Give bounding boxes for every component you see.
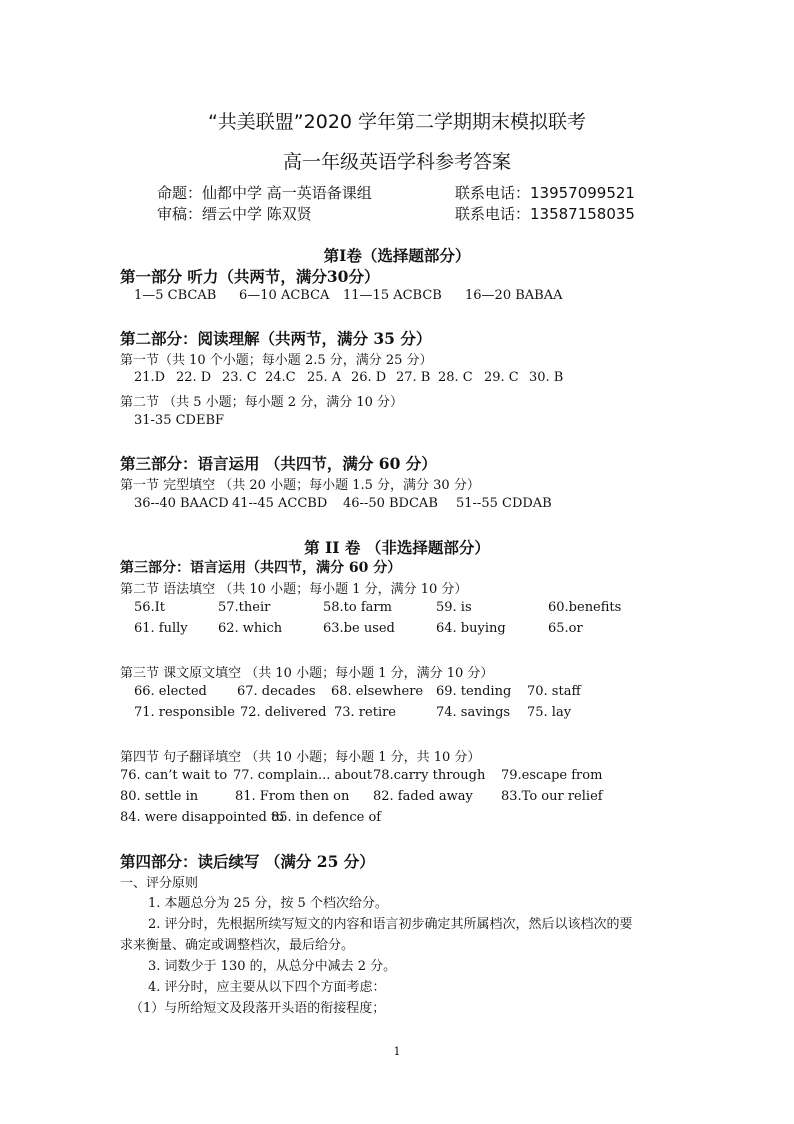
volume2-part3-heading: 第三部分：语言运用（共四节，满分 60 分） [120,560,402,576]
answer-item: 76. can’t wait to [120,768,228,783]
answer-item: 65.or [548,621,583,636]
answer-item: 57.their [218,600,271,615]
answer-item: 29. C [484,370,519,385]
answer-group: 6—10 ACBCA [239,288,330,303]
answer-item: 66. elected [134,684,207,699]
part2-sec2-desc: 第二节 （共 5 小题；每小题 2 分，满分 10 分） [120,395,404,410]
answer-group: 36--40 BAACD [134,496,229,511]
answer-item: 56.It [134,600,166,615]
principle-3: 3. 词数少于 130 的，从总分中减去 2 分。 [148,959,397,974]
answer-item: 73. retire [334,705,397,720]
answer-item: 24.C [265,370,296,385]
principle-1: 1. 本题总分为 25 分，按 5 个档次给分。 [148,896,388,911]
proposer-label: 命题：仙都中学 高一英语备课组 [157,184,372,202]
answer-item: 28. C [438,370,473,385]
answer-item: 78.carry through [373,768,486,783]
reviewer-phone: 联系电话：13587158035 [455,205,635,223]
answer-item: 64. buying [436,621,506,636]
answer-item: 74. savings [436,705,511,720]
principle-2a: 2. 评分时，先根据所续写短文的内容和语言初步确定其所属档次，然后以该档次的要 [148,917,633,932]
answer-item: 77. complain... about [233,768,373,783]
answer-item: 79.escape from [501,768,603,783]
answer-item: 81. From then on [235,789,350,804]
page-number: 1 [393,1045,401,1058]
principle-4: 4. 评分时，应主要从以下四个方面考虑： [148,980,386,995]
answer-item: 83.To our relief [501,789,603,804]
answer-item: 72. delivered [240,705,327,720]
reviewer-label: 审稿：缙云中学 陈双贤 [157,205,312,223]
answer-item: 25. A [307,370,342,385]
answer-item: 71. responsible [134,705,235,720]
document-subtitle: 高一年级英语学科参考答案 [282,151,511,173]
part1-heading: 第一部分 听力（共两节，满分30分） [120,267,380,286]
answer-group: 16—20 BABAA [465,288,563,303]
answer-item: 58.to farm [323,600,392,615]
answer-item: 27. B [396,370,431,385]
answer-item: 60.benefits [548,600,622,615]
answer-group: 51--55 CDDAB [456,496,552,511]
proposer-phone: 联系电话：13957099521 [455,184,635,202]
answer-group: 11—15 ACBCB [343,288,442,303]
answer-group: 41--45 ACCBD [232,496,328,511]
part4-heading: 第四部分：读后续写 （满分 25 分） [120,852,375,871]
answer-item: 62. which [218,621,283,636]
answer-item: 85. in defence of [271,810,382,825]
answer-item: 67. decades [237,684,316,699]
answer-item: 84. were disappointed to [120,810,284,825]
sec3-desc: 第三节 课文原文填空 （共 10 小题；每小题 1 分，满分 10 分） [120,666,494,681]
sec2-desc: 第二节 语法填空 （共 10 小题；每小题 1 分，满分 10 分） [120,582,468,597]
answer-item: 70. staff [527,684,581,699]
part3-sec1-desc: 第一节 完型填空 （共 20 小题；每小题 1.5 分，满分 30 分） [120,478,480,493]
answer-item: 68. elsewhere [331,684,424,699]
document-title: “共美联盟”2020 学年第二学期期末模拟联考 [207,111,587,133]
answer-item: 80. settle in [120,789,199,804]
answer-item: 63.be used [323,621,395,636]
answer-item: 22. D [176,370,212,385]
answer-item: 69. tending [436,684,512,699]
sec4-desc: 第四节 句子翻译填空 （共 10 小题；每小题 1 分，共 10 分） [120,750,481,765]
answer-item: 61. fully [134,621,188,636]
answer-item: 82. faded away [373,789,473,804]
part2-heading: 第二部分：阅读理解（共两节，满分 35 分） [120,329,432,348]
answer-item: 30. B [529,370,564,385]
answer-group: 1—5 CBCAB [134,288,217,303]
part2-sec1-desc: 第一节（共 10 个小题；每小题 2.5 分，满分 25 分） [120,353,433,368]
answer-item: 75. lay [527,705,572,720]
principle-title: 一、评分原则 [120,876,199,891]
principle-2b: 求来衡量、确定或调整档次，最后给分。 [120,938,355,953]
volume1-title: 第I卷（选择题部分） [323,246,471,265]
answer-item: 59. is [436,600,472,615]
part2-sec2-answers: 31-35 CDEBF [134,413,225,428]
answer-item: 23. C [222,370,257,385]
volume2-title: 第 II 卷 （非选择题部分） [304,538,490,557]
answer-group: 46--50 BDCAB [343,496,438,511]
part3-heading: 第三部分：语言运用 （共四节，满分 60 分） [120,454,437,473]
principle-5: （1）与所给短文及段落开头语的衔接程度； [130,1001,386,1016]
answer-item: 21.D [134,370,166,385]
answer-item: 26. D [351,370,387,385]
